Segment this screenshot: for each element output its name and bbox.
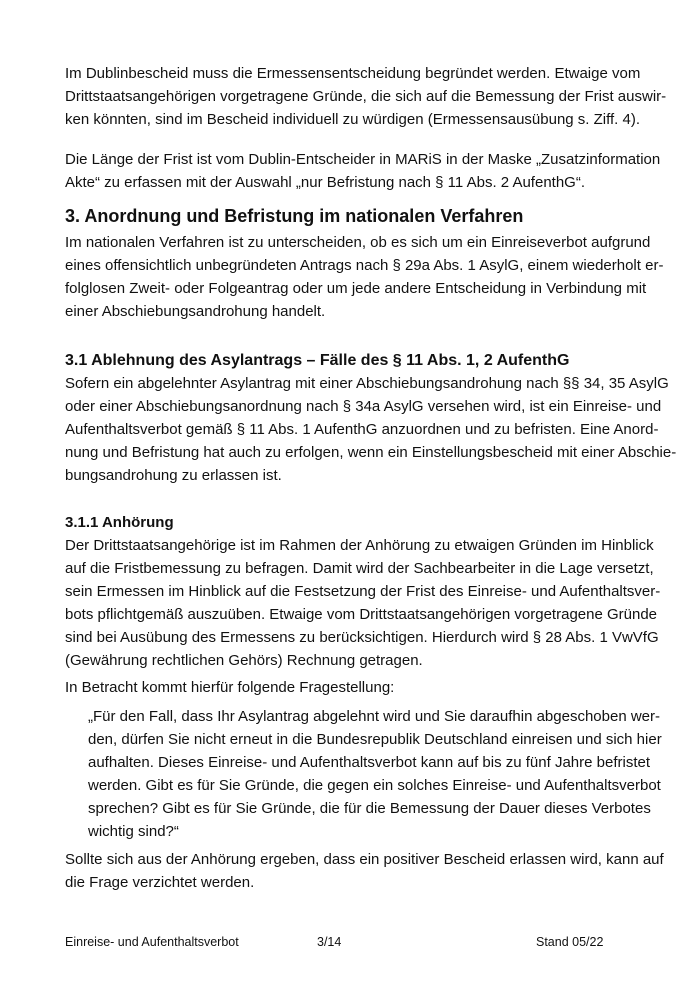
paragraph-hearing: [65, 534, 661, 672]
footer-title: Einreise- und Aufenthaltsverbot: [65, 935, 239, 949]
paragraph-national-procedure: [65, 231, 664, 323]
text-line: aufhalten. Dieses Einreise- und Aufenthaltsverbot kann auf bis zu fünf Jahre befristet: [88, 754, 651, 771]
text-line: „Für den Fall, dass Ihr Asylantrag abgelehnt wird und Sie daraufhin abgeschoben wer-: [88, 708, 660, 725]
paragraph-question-intro: [65, 676, 635, 699]
paragraph-dublin-justification: [65, 62, 667, 131]
text-line: Im Dublinbescheid muss die Ermessensentscheidung begründet werden. Etwaige vom: [65, 65, 641, 82]
quoted-question: [88, 705, 662, 843]
text-line: sind bei Ausübung des Ermessens zu berücksichtigen. Hierdurch wird § 28 Abs. 1 VwVfG: [65, 629, 659, 646]
paragraph-maris-entry: [65, 148, 661, 194]
text-line: werden. Gibt es für Sie Gründe, die gegen ein solches Einreise- und Aufenthaltsverbot: [88, 777, 661, 794]
footer-page-number: 3/14: [317, 935, 342, 949]
paragraph-waiver: [65, 848, 664, 894]
text-line: (Gewährung rechtlichen Gehörs) Rechnung getragen.: [65, 652, 423, 669]
text-line: Akte“ zu erfassen mit der Auswahl „nur Befristung nach § 11 Abs. 2 AufenthG“.: [65, 174, 585, 191]
text-line: Sofern ein abgelehnter Asylantrag mit einer Abschiebungsandrohung nach §§ 34, 35 AsylG: [65, 375, 669, 392]
paragraph-rejection: [65, 372, 677, 487]
text-line: oder einer Abschiebungsanordnung nach § 34a AsylG versehen wird, ist ein Einreise- und: [65, 398, 662, 415]
text-line: bungsandrohung zu erlassen ist.: [65, 467, 282, 484]
text-line: wichtig sind?“: [88, 823, 179, 840]
text-line: Im nationalen Verfahren ist zu unterscheiden, ob es sich um ein Einreiseverbot aufgrund: [65, 234, 651, 251]
heading-section-3: 3. Anordnung und Befristung im nationalen Verfahren: [65, 206, 524, 226]
text-line: nung und Befristung hat auch zu erfolgen, wenn ein Einstellungsbescheid mit einer Abschie-: [65, 444, 677, 461]
text-line: folglosen Zweit- oder Folgeantrag oder um jede andere Entscheidung in Verbindung mit: [65, 280, 647, 297]
text-line: sein Ermessen im Hinblick auf die Festsetzung der Frist des Einreise- und Aufenthaltsver-: [65, 583, 661, 600]
text-line: Der Drittstaatsangehörige ist im Rahmen der Anhörung zu etwaigen Gründen im Hinblick: [65, 537, 654, 554]
text-line: den, dürfen Sie nicht erneut in die Bundesrepublik Deutschland einreisen und sich hier: [88, 731, 662, 748]
text-line: ken könnten, sind im Bescheid individuell zu würdigen (Ermessensausübung s. Ziff. 4).: [65, 111, 641, 128]
text-line: auf die Fristbemessung zu befragen. Damit wird der Sachbearbeiter in die Lage versetzt,: [65, 560, 654, 577]
heading-section-3-1-1: 3.1.1 Anhörung: [65, 514, 174, 531]
text-line: Sollte sich aus der Anhörung ergeben, dass ein positiver Bescheid erlassen wird, kann auf: [65, 851, 664, 868]
text-line: Aufenthaltsverbot gemäß § 11 Abs. 1 AufenthG anzuordnen und zu befristen. Eine Anord-: [65, 421, 659, 438]
text-line: bots pflichtgemäß auszuüben. Etwaige vom Drittstaatsangehörigen vorgetragene Gründe: [65, 606, 658, 623]
text-line: Drittstaatsangehörigen vorgetragene Gründe, die sich auf die Bemessung der Frist auswir-: [65, 88, 667, 105]
text-line: eines offensichtlich unbegründeten Antrags nach § 29a Abs. 1 AsylG, einem wiederholt er-: [65, 257, 664, 274]
text-line: einer Abschiebungsandrohung handelt.: [65, 303, 326, 320]
heading-section-3-1: 3.1 Ablehnung des Asylantrags – Fälle des § 11 Abs. 1, 2 AufenthG: [65, 352, 570, 369]
footer-stand: Stand 05/22: [536, 935, 604, 949]
text-line: die Frage verzichtet werden.: [65, 874, 255, 891]
text-line: Die Länge der Frist ist vom Dublin-Entscheider in MARiS in der Maske „Zusatzinformation: [65, 151, 661, 168]
text-line: In Betracht kommt hierfür folgende Fragestellung:: [65, 679, 395, 696]
text-line: sprechen? Gibt es für Sie Gründe, die für die Bemessung der Dauer dieses Verbotes: [88, 800, 651, 817]
